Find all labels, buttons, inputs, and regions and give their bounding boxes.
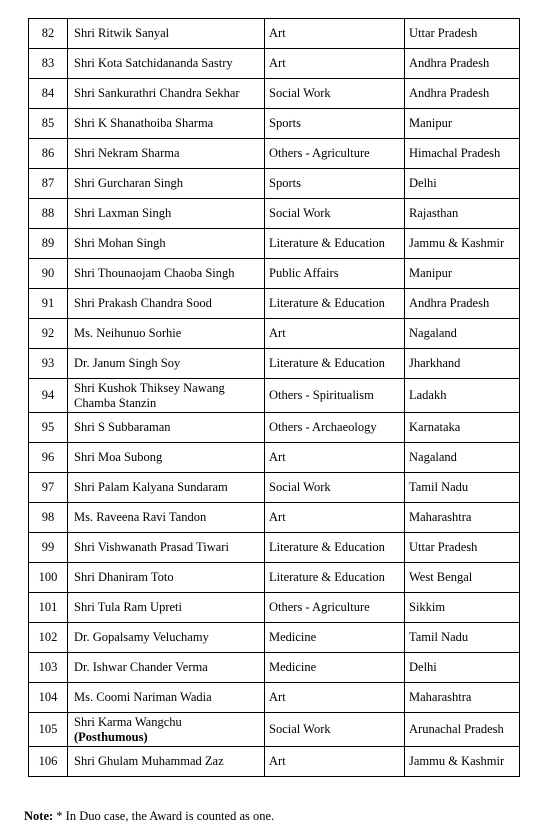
state-cell: Maharashtra [405,503,520,533]
table-row [29,379,520,413]
field-cell: Social Work [265,713,405,747]
awardee-name-line: Dr. Ishwar Chander Verma [74,660,208,674]
awardee-name-cell [68,747,265,777]
awardee-name-line: Shri Ritwik Sanyal [74,26,170,40]
state-cell: Ladakh [405,379,520,413]
serial-number-cell: 92 [29,319,68,349]
table-row [29,319,520,349]
awardee-name-cell [68,503,265,533]
field-cell: Art [265,503,405,533]
serial-number-cell: 86 [29,139,68,169]
field-cell: Medicine [265,623,405,653]
awardee-name-line: Shri Nekram Sharma [74,146,180,160]
awardee-name-line: Ms. Neihunuo Sorhie [74,326,182,340]
state-cell: Tamil Nadu [405,623,520,653]
field-cell: Art [265,319,405,349]
awardee-name-line: Shri Kushok Thiksey Nawang [74,380,225,395]
awards-table [28,18,520,777]
awardee-name-line: (Posthumous) [74,729,148,744]
state-cell: Tamil Nadu [405,473,520,503]
table-row [29,443,520,473]
awardee-name-line: Shri Karma Wangchu [74,714,182,729]
table-row [29,713,520,747]
state-cell: Andhra Pradesh [405,79,520,109]
awardee-name-cell [68,199,265,229]
serial-number-cell: 85 [29,109,68,139]
table-row [29,139,520,169]
serial-number-cell: 84 [29,79,68,109]
awardee-name-cell [68,443,265,473]
serial-number-cell: 102 [29,623,68,653]
serial-number-cell: 101 [29,593,68,623]
field-cell: Art [265,683,405,713]
field-cell: Public Affairs [265,259,405,289]
awards-table-body [29,19,520,777]
awardee-name-cell [68,379,265,413]
state-cell: Arunachal Pradesh [405,713,520,747]
field-cell: Sports [265,169,405,199]
serial-number-cell: 91 [29,289,68,319]
serial-number-cell: 99 [29,533,68,563]
serial-number-cell: 82 [29,19,68,49]
awardee-name-cell [68,533,265,563]
serial-number-cell: 97 [29,473,68,503]
awardee-name-line: Shri Thounaojam Chaoba Singh [74,266,235,280]
field-cell: Medicine [265,653,405,683]
awardee-name-cell [68,623,265,653]
table-row [29,289,520,319]
field-cell: Others - Archaeology [265,413,405,443]
serial-number-cell: 98 [29,503,68,533]
awardee-name-cell [68,79,265,109]
field-cell: Art [265,747,405,777]
state-cell: Himachal Pradesh [405,139,520,169]
table-row [29,503,520,533]
state-cell: Karnataka [405,413,520,443]
awardee-name-line: Shri S Subbaraman [74,420,171,434]
table-row [29,563,520,593]
table-row [29,593,520,623]
awardee-name-line: Shri Mohan Singh [74,236,166,250]
serial-number-cell: 88 [29,199,68,229]
table-row [29,199,520,229]
state-cell: Jammu & Kashmir [405,229,520,259]
awardee-name-line: Dr. Gopalsamy Veluchamy [74,630,209,644]
table-row [29,683,520,713]
field-cell: Others - Agriculture [265,139,405,169]
field-cell: Art [265,49,405,79]
field-cell: Others - Spiritualism [265,379,405,413]
footnote-label: Note: [24,809,54,823]
state-cell: Manipur [405,259,520,289]
awardee-name-line: Shri Palam Kalyana Sundaram [74,480,228,494]
awardee-name-line: Dr. Janum Singh Soy [74,356,181,370]
table-row [29,229,520,259]
table-row [29,19,520,49]
field-cell: Literature & Education [265,349,405,379]
state-cell: Nagaland [405,443,520,473]
field-cell: Sports [265,109,405,139]
field-cell: Literature & Education [265,563,405,593]
table-row [29,473,520,503]
field-cell: Social Work [265,473,405,503]
field-cell: Art [265,443,405,473]
awardee-name-line: Shri Ghulam Muhammad Zaz [74,754,224,768]
awardee-name-cell [68,169,265,199]
table-row [29,259,520,289]
awardee-name-line: Shri Vishwanath Prasad Tiwari [74,540,229,554]
state-cell: Manipur [405,109,520,139]
state-cell: Uttar Pradesh [405,19,520,49]
awardee-name-line: Chamba Stanzin [74,395,157,410]
state-cell: Andhra Pradesh [405,49,520,79]
table-row [29,653,520,683]
table-row [29,533,520,563]
serial-number-cell: 95 [29,413,68,443]
awardee-name-cell [68,259,265,289]
field-cell: Art [265,19,405,49]
state-cell: Jammu & Kashmir [405,747,520,777]
table-row [29,349,520,379]
state-cell: Sikkim [405,593,520,623]
serial-number-cell: 103 [29,653,68,683]
awardee-name-line: Shri Sankurathri Chandra Sekhar [74,86,240,100]
awardee-name-cell [68,653,265,683]
awardee-name-cell [68,229,265,259]
serial-number-cell: 89 [29,229,68,259]
footnote [24,809,274,824]
table-row [29,413,520,443]
state-cell: Delhi [405,653,520,683]
field-cell: Others - Agriculture [265,593,405,623]
table-row [29,747,520,777]
state-cell: Uttar Pradesh [405,533,520,563]
serial-number-cell: 96 [29,443,68,473]
serial-number-cell: 106 [29,747,68,777]
state-cell: Nagaland [405,319,520,349]
awardee-name-cell [68,19,265,49]
awardee-name-line: Shri Moa Subong [74,450,163,464]
table-row [29,49,520,79]
field-cell: Literature & Education [265,289,405,319]
table-row [29,79,520,109]
awardee-name-cell [68,349,265,379]
footnote-text: * In Duo case, the Award is counted as one. [53,809,275,823]
state-cell: Maharashtra [405,683,520,713]
serial-number-cell: 105 [29,713,68,747]
awardee-name-cell [68,593,265,623]
awardee-name-line: Shri Laxman Singh [74,206,172,220]
serial-number-cell: 94 [29,379,68,413]
serial-number-cell: 83 [29,49,68,79]
field-cell: Literature & Education [265,533,405,563]
table-row [29,623,520,653]
state-cell: Andhra Pradesh [405,289,520,319]
awardee-name-cell [68,289,265,319]
serial-number-cell: 104 [29,683,68,713]
awardee-name-cell [68,139,265,169]
state-cell: Rajasthan [405,199,520,229]
awardee-name-line: Shri Gurcharan Singh [74,176,184,190]
awardee-name-cell [68,563,265,593]
serial-number-cell: 90 [29,259,68,289]
awardee-name-line: Shri Dhaniram Toto [74,570,174,584]
serial-number-cell: 100 [29,563,68,593]
awardee-name-cell [68,319,265,349]
awardee-name-line: Shri Kota Satchidananda Sastry [74,56,233,70]
awardee-name-line: Shri Tula Ram Upreti [74,600,182,614]
state-cell: West Bengal [405,563,520,593]
awardee-name-cell [68,49,265,79]
awardee-name-line: Ms. Coomi Nariman Wadia [74,690,212,704]
table-row [29,109,520,139]
serial-number-cell: 87 [29,169,68,199]
state-cell: Delhi [405,169,520,199]
field-cell: Social Work [265,199,405,229]
field-cell: Literature & Education [265,229,405,259]
awardee-name-cell [68,109,265,139]
field-cell: Social Work [265,79,405,109]
state-cell: Jharkhand [405,349,520,379]
serial-number-cell: 93 [29,349,68,379]
awardee-name-cell [68,713,265,747]
awardee-name-line: Shri Prakash Chandra Sood [74,296,212,310]
awardee-name-cell [68,683,265,713]
awardee-name-cell [68,473,265,503]
awardee-name-cell [68,413,265,443]
table-row [29,169,520,199]
awardee-name-line: Shri K Shanathoiba Sharma [74,116,214,130]
awardee-name-line: Ms. Raveena Ravi Tandon [74,510,207,524]
